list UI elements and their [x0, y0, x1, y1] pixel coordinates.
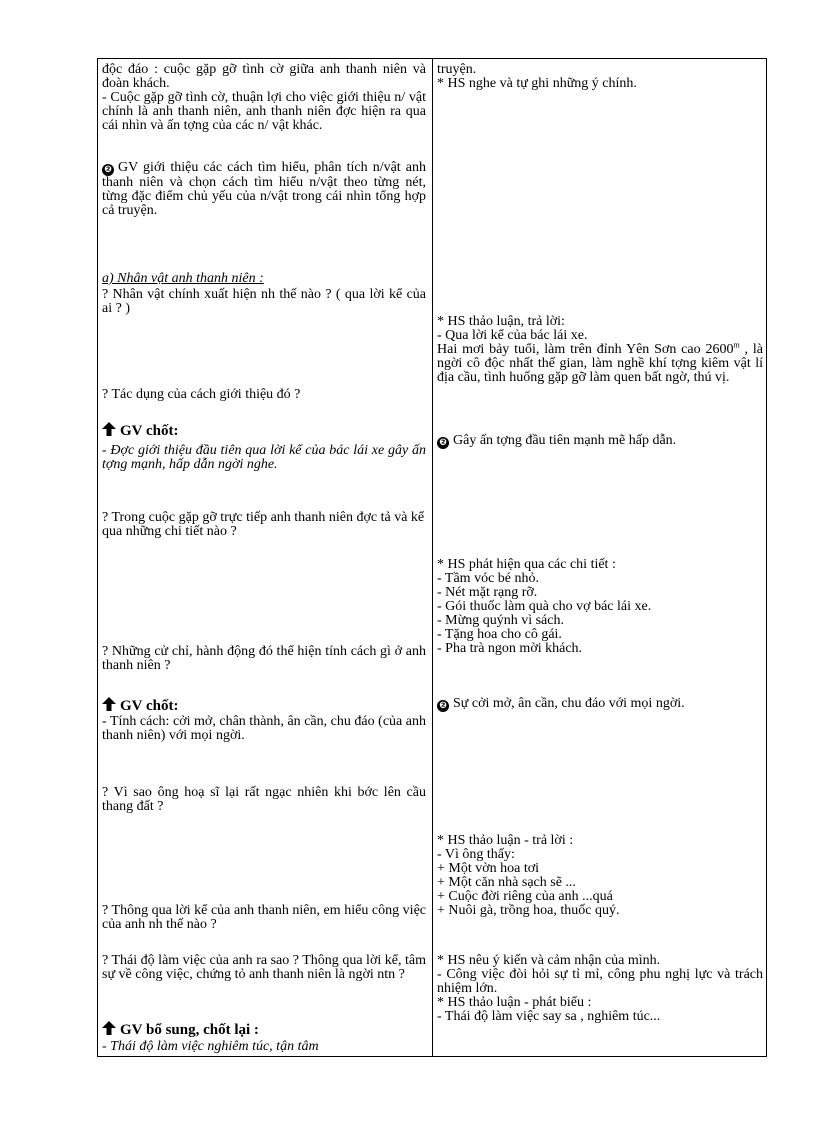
right-paragraph: * HS thảo luận, trả lời: [437, 314, 565, 329]
question: ? Thái độ làm việc của anh ra sao ? Thông qua lời kể, tâm sự về công việc, chứng tỏ anh thanh niên là ngời ntn ? [102, 953, 426, 982]
left-paragraph: độc đáo : cuộc gặp gỡ tình cờ giữa anh thanh niên và đoàn khách. [102, 62, 426, 91]
right-paragraph: ❷ Sự cởi mở, ân cần, chu đáo với mọi ngời. [437, 697, 763, 712]
reason-list [437, 848, 763, 918]
right-paragraph: ❷ Gây ấn tợng đầu tiên mạnh mẽ hấp dẫn. [437, 434, 763, 449]
detail-list [437, 572, 763, 656]
gv-conclusion-heading: GV chốt: [102, 422, 426, 439]
right-paragraph: * HS thảo luận - trả lời : [437, 833, 574, 848]
list-item: - Vì ông thấy: [437, 847, 515, 862]
right-paragraph: - Qua lời kể của bác lái xe. [437, 328, 588, 343]
numbered-circle-icon: ❷ [102, 164, 114, 176]
right-paragraph: Hai mơi bảy tuổi, làm trên đỉnh Yên Sơn cao 2600$^m$ , là ngời cô độc nhất thế gian, làm nghề khí tợng kiêm vật lí địa cầu, tình huống gặp gỡ làm quen bất ngờ, thú vị. [437, 340, 763, 385]
left-paragraph: - Cuộc gặp gỡ tình cờ, thuận lợi cho việc giới thiệu n/ vật chính là anh thanh niên, anh thanh niên đợc hiện ra qua cái nhìn và ấn tợng của các n/ vật khác. [102, 90, 426, 133]
list-item: + Một căn nhà sạch sẽ ... [437, 875, 576, 890]
question: ? Tác dụng của cách giới thiệu đó ? [102, 387, 301, 402]
list-item: - Nét mặt rạng rỡ. [437, 585, 538, 600]
list-item: + Một vờn hoa tơi [437, 861, 540, 876]
right-paragraph: truyện. [437, 62, 477, 77]
up-arrow-icon [102, 697, 116, 711]
numbered-circle-icon: ❷ [437, 700, 449, 712]
right-paragraph: - Thái độ làm việc say sa , nghiêm túc... [437, 1009, 661, 1024]
numbered-circle-icon: ❷ [437, 437, 449, 449]
question: ? Trong cuộc gặp gỡ trực tiếp anh thanh niên đợc tả và kể qua những chi tiết nào ? [102, 510, 425, 539]
right-paragraph: * HS nghe và tự ghi những ý chính. [437, 76, 637, 91]
list-item: - Tầm vóc bé nhỏ. [437, 571, 539, 586]
gv-conclusion-text: - Tính cách: cởi mở, chân thành, ân cần, chu đáo (của anh thanh niên) với mọi ngời. [102, 714, 426, 743]
question: ? Nhân vật chính xuất hiện nh thế nào ? ( qua lời kể của ai ? ) [102, 287, 426, 316]
gv-conclusion-text: - Đợc giới thiệu đầu tiên qua lời kể của bác lái xe gây ấn tợng mạnh, hấp dẫn ngời nghe. [102, 443, 426, 472]
up-arrow-icon [102, 1021, 116, 1035]
question: ? Vì sao ông hoạ sĩ lại rất ngạc nhiên khi bớc lên cầu thang đất ? [102, 785, 426, 814]
gv-conclusion-heading: GV chốt: [102, 697, 426, 714]
column-divider [432, 59, 433, 1056]
gv-conclusion-text: - Thái độ làm việc nghiêm túc, tận tâm [102, 1039, 319, 1054]
list-item: - Pha trà ngon mời khách. [437, 641, 583, 656]
right-paragraph: * HS phát hiện qua các chi tiết : [437, 557, 616, 572]
list-item: + Nuôi gà, trồng hoa, thuốc quý. [437, 903, 620, 918]
list-item: - Gói thuốc làm quà cho vợ bác lái xe. [437, 599, 652, 614]
list-item: - Tặng hoa cho cô gái. [437, 627, 562, 642]
list-item: - Mừng quýnh vì sách. [437, 613, 564, 628]
left-paragraph: ❷ GV giới thiệu các cách tìm hiểu, phân tích n/vật anh thanh niên và chọn cách tìm hiểu n/vật theo từng nét, từng đặc điểm chủ yếu của n/vật trong cái nhìn tổng hợp cả truyện. [102, 160, 426, 218]
section-heading: a) Nhân vật anh thanh niên : [102, 271, 264, 286]
right-paragraph: * HS thảo luận - phát biểu : [437, 995, 592, 1010]
list-item: + Cuộc đời riêng của anh ...quá [437, 889, 613, 904]
lesson-table [97, 58, 767, 1057]
question: ? Những cử chỉ, hành động đó thể hiện tính cách gì ở anh thanh niên ? [102, 644, 426, 673]
right-paragraph: * HS nêu ý kiến và cảm nhận của mình. [437, 953, 661, 968]
question: ? Thông qua lời kể của anh thanh niên, em hiểu công việc của anh nh thế nào ? [102, 903, 426, 932]
up-arrow-icon [102, 422, 116, 436]
gv-conclusion-heading: GV bổ sung, chốt lại : [102, 1021, 426, 1038]
right-paragraph: - Công việc đòi hỏi sự tỉ mỉ, công phu nghị lực và trách nhiệm lớn. [437, 967, 763, 996]
